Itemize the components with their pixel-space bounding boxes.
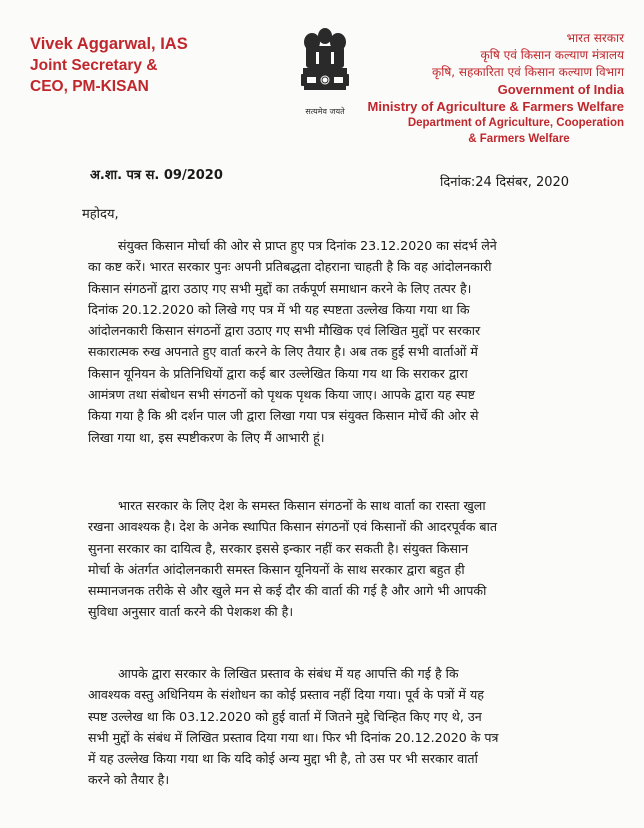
text-line: दिनांक 20.12.2020 को लिखे गए पत्र में भी यह स्पष्टता उल्लेख किया गया था कि	[88, 301, 470, 317]
text-line: किसान संगठनों द्वारा उठाए गए सभी मुद्दों का तर्कपूर्ण समाधान करने के लिए तत्पर है।	[88, 280, 472, 296]
text-line: सुनना सरकार का दायित्व है, सरकार इससे इन्कार नहीं कर सकती है। संयुक्त किसान	[88, 540, 469, 556]
text-line: रखना आवश्यक है। देश के अनेक स्थापित किसान संगठनों एवं किसानों की आदरपूर्वक बात	[88, 519, 498, 535]
gov-hindi-line-3: कृषि, सहकारिता एवं किसान कल्याण विभाग	[432, 65, 624, 79]
text-line: सकारात्मक रुख अपनाते हुए वार्ता करने के लिए तैयार है। अब तक हुई सभी वार्ताओं में	[88, 344, 478, 360]
lion-capital-icon	[292, 26, 358, 104]
text-line: आवश्यक वस्तु अधिनियम के संशोधन का कोई प्रस्ताव नहीं दिया गया। पूर्व के पत्रों में यह	[88, 687, 484, 703]
sender-name: Vivek Aggarwal, IAS	[30, 35, 188, 53]
sender-title-1: Joint Secretary &	[30, 57, 158, 74]
gov-english-line-2: Ministry of Agriculture & Farmers Welfare	[367, 99, 624, 114]
paragraph-3	[88, 663, 598, 791]
sender-title-2: CEO, PM-KISAN	[30, 78, 149, 95]
gov-hindi-line-1: भारत सरकार	[566, 31, 624, 45]
text-line: किसान यूनियन के प्रतिनिधियों द्वारा कई बार उल्लेखित किया गय था कि सराकर द्वारा	[88, 365, 468, 381]
paragraph-1	[88, 235, 598, 448]
sender-block	[30, 34, 188, 97]
emblem-motto: सत्यमेव जयते	[305, 107, 345, 116]
national-emblem	[292, 26, 358, 124]
text-line: मोर्चा के अंतर्गत आंदोलनकारी समस्त किसान यूनियनों के साथ सरकार द्वारा बहुत ही	[88, 561, 465, 577]
text-line: लिखा गया था, इस स्पष्टीकरण के लिए मैं आभारी हूं।	[88, 429, 325, 445]
text-line: सभी मुद्दों के संबंध में लिखित प्रस्ताव दिया गया था। फिर भी दिनांक 20.12.2020 के पत्र	[88, 729, 499, 745]
text-line: करने को तैयार है।	[88, 772, 170, 788]
text-line: संयुक्त किसान मोर्चा की ओर से प्राप्त हुए पत्र दिनांक 23.12.2020 का संदर्भ लेने	[118, 238, 497, 253]
text-line: सम्मानजनक तरीके से और खुले मन से कई दौर की वार्ता की गई है और आगे भी आपकी	[88, 583, 487, 599]
government-header	[354, 30, 624, 147]
gov-english-line-3: Department of Agriculture, Cooperation	[407, 117, 624, 129]
text-line: भारत सरकार के लिए देश के समस्त किसान संगठनों के साथ वार्ता का रास्ता खुला	[118, 498, 486, 513]
gov-hindi-line-2: कृषि एवं किसान कल्याण मंत्रालय	[480, 48, 624, 62]
text-line: आपके द्वारा सरकार के लिखित प्रस्ताव के संबंध में यह आपत्ति की गई है कि	[118, 666, 459, 681]
paragraph-2	[88, 495, 598, 623]
text-line: का कष्ट करें। भारत सरकार पुनः अपनी प्रतिबद्धता दोहराना चाहती है कि वह आंदोलनकारी	[88, 259, 492, 275]
letter-date: दिनांक:24 दिसंबर, 2020	[440, 175, 570, 190]
text-line: सुविधा अनुसार वार्ता करने की पेशकश की है।	[88, 604, 294, 620]
text-line: आंदोलनकारी किसान संगठनों द्वारा उठाए गए सभी मौखिक एवं लिखित मुद्दों पर सरकार	[88, 323, 481, 339]
gov-english-line-4: & Farmers Welfare	[468, 133, 570, 145]
text-line: आमंत्रण तथा संबोधन सभी संगठनों को पृथक पृथक किया जाए। आपके द्वारा यह स्पष्ट	[88, 387, 476, 403]
salutation: महोदय,	[82, 207, 119, 222]
text-line: स्पष्ट उल्लेख था कि 03.12.2020 को हुई वार्ता में जितने मुद्दे चिन्हित किए गए थे, उन	[88, 708, 482, 724]
text-line: में यह उल्लेख किया गया था कि यदि कोई अन्य मुद्दा भी है, तो उस पर भी सरकार वार्ता	[88, 751, 478, 767]
text-line: किया गया है कि श्री दर्शन पाल जी द्वारा लिखा गया पत्र संयुक्त किसान मोर्चे की ओर से	[88, 408, 479, 424]
gov-english-line-1: Government of India	[497, 82, 624, 97]
reference-number: अ.शा. पत्र स. 09/2020	[90, 168, 223, 183]
